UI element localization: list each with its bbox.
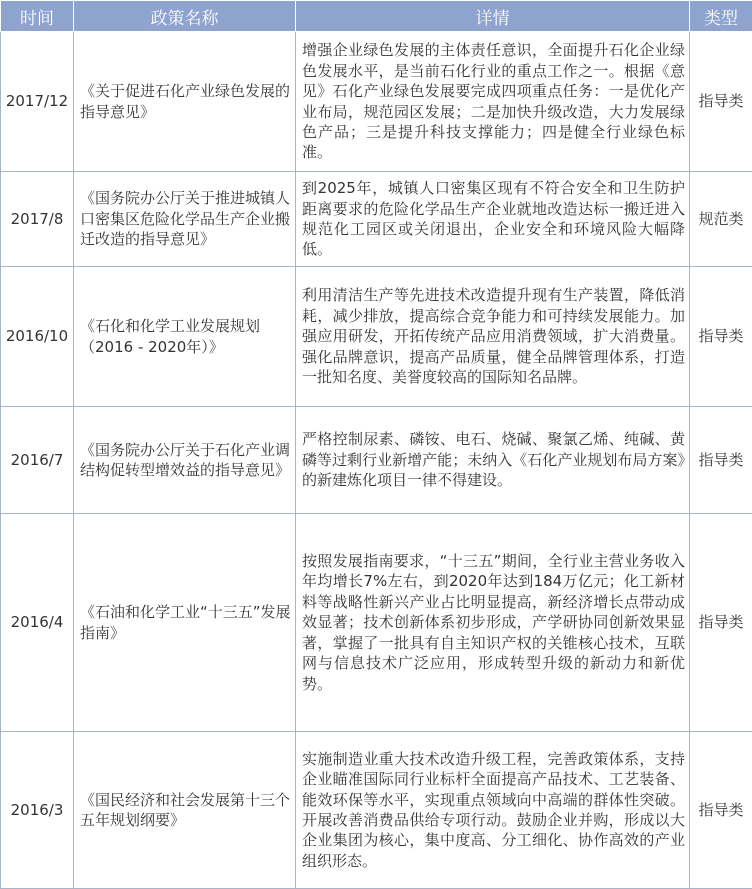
cell-type: 指导类 (690, 732, 752, 889)
cell-detail: 增强企业绿色发展的主体责任意识，全面提升石化企业绿色发展水平，是当前石化行业的重点工作之一。根据《意见》石化产业绿色发展要完成四项重点任务：一是优化产业布局，规范园区发展；二是加快升级改造，大力发展绿色产品；三是提升科技支撑能力；四是健全行业绿色标准。 (296, 32, 690, 172)
cell-time: 2017/12 (1, 32, 74, 172)
table-row (1, 514, 752, 732)
cell-policy-name: 《石油和化学工业“十三五”发展指南》 (74, 514, 296, 732)
column-header-name: 政策名称 (74, 1, 296, 32)
table-row (1, 172, 752, 267)
table-row (1, 267, 752, 407)
cell-detail: 利用清洁生产等先进技术改造提升现有生产装置，降低消耗，减少排放，提高综合竞争能力和可持续发展能力。加强应用研发，开拓传统产品应用消费领域，扩大消费量。强化品牌意识，提高产品质量，健全品牌管理体系，打造一批知名度、美誉度较高的国际知名品牌。 (296, 267, 690, 407)
cell-detail: 按照发展指南要求，“十三五”期间，全行业主营业务收入年均增长7%左右，到2020年达到184万亿元；化工新材料等战略性新兴产业占比明显提高，新经济增长点带动成效显著；技术创新体系初步形成，产学研协同创新效果显著，掌握了一批具有自主知识产权的关锥核心技术，互联网与信息技术广泛应用，形成转型升级的新动力和新优势。 (296, 514, 690, 732)
cell-policy-name: 《国务院办公厅关于推进城镇人口密集区危险化学品生产企业搬迁改造的指导意见》 (74, 172, 296, 267)
cell-type: 指导类 (690, 32, 752, 172)
table-row (1, 407, 752, 514)
cell-type: 指导类 (690, 407, 752, 514)
cell-type: 指导类 (690, 267, 752, 407)
cell-time: 2016/4 (1, 514, 74, 732)
column-header-type: 类型 (690, 1, 752, 32)
cell-type: 指导类 (690, 514, 752, 732)
cell-type: 规范类 (690, 172, 752, 267)
cell-policy-name: 《国民经济和社会发展第十三个五年规划纲要》 (74, 732, 296, 889)
cell-policy-name: 《石化和化学工业发展规划（2016 - 2020年）》 (74, 267, 296, 407)
cell-time: 2016/7 (1, 407, 74, 514)
cell-detail: 实施制造业重大技术改造升级工程，完善政策体系，支持企业瞄准国际同行业标杆全面提高产品技术、工艺装备、能效环保等水平，实现重点领域向中高端的群体性突破。开展改善消费品供给专项行动。鼓励企业并购，形成以大企业集团为核心，集中度高、分工细化、协作高效的产业组织形态。 (296, 732, 690, 889)
cell-detail: 到2025年，城镇人口密集区现有不符合安全和卫生防护距离要求的危险化学品生产企业就地改造达标一搬迁进入规范化工园区或关闭退出，企业安全和环境风险大幅降低。 (296, 172, 690, 267)
cell-policy-name: 《关于促进石化产业绿色发展的指导意见》 (74, 32, 296, 172)
cell-time: 2017/8 (1, 172, 74, 267)
cell-time: 2016/10 (1, 267, 74, 407)
cell-policy-name: 《国务院办公厅关于石化产业调结构促转型增效益的指导意见》 (74, 407, 296, 514)
cell-detail: 严格控制尿素、磷铵、电石、烧碱、聚氯乙烯、纯碱、黄磷等过剩行业新增产能；未纳入《石化产业规划布局方案》的新建炼化项目一律不得建设。 (296, 407, 690, 514)
column-header-detail: 详情 (296, 1, 690, 32)
column-header-time: 时间 (1, 1, 74, 32)
table-row (1, 32, 752, 172)
table-row (1, 732, 752, 889)
cell-time: 2016/3 (1, 732, 74, 889)
table-header-row (1, 1, 752, 32)
